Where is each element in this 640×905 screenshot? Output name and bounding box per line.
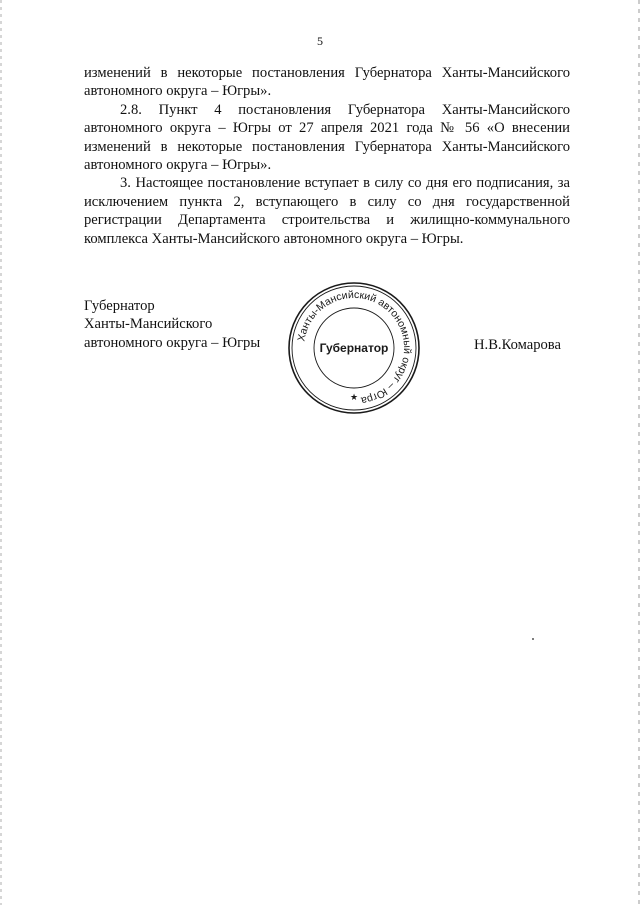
paragraph-item-3: 3. Настоящее постановление вступает в силу со дня его подписания, за исключением пункта 2, вступающего в силу со дня государственной регистрации Департамента строительства и жилищно-коммунального комплекса Ханты-Мансийского автономного округа – Югры.	[84, 175, 570, 247]
seal-graphic	[286, 280, 422, 416]
scan-speck	[532, 638, 534, 640]
scan-edge-left	[0, 0, 2, 905]
signer-position-line-1: Губернатор	[84, 298, 155, 314]
body-text	[84, 64, 570, 248]
official-seal	[286, 280, 422, 416]
paragraph-item-2-8: 2.8. Пункт 4 постановления Губернатора Ханты-Мансийского автономного округа – Югры от 27 апреля 2021 года № 56 «О внесении изменений в некоторые постановления Губернатора Ханты-Мансийского автономного округа – Югры».	[84, 101, 570, 174]
signature-block	[84, 297, 260, 352]
paragraph-continuation: изменений в некоторые постановления Губернатора Ханты-Мансийского автономного округа – Югры».	[84, 65, 570, 100]
seal-ring-text-path: Ханты-Мансийский автономный округ – Югра	[295, 288, 414, 407]
seal-center-text: Губернатор	[319, 341, 389, 355]
signer-name: Н.В.Комарова	[474, 337, 561, 353]
seal-star-icon: ★	[349, 392, 359, 402]
signer-position-line-2: Ханты-Мансийского	[84, 316, 213, 333]
signer-position-line-3: автономного округа – Югры	[84, 334, 261, 351]
page-number: 5	[317, 34, 323, 48]
